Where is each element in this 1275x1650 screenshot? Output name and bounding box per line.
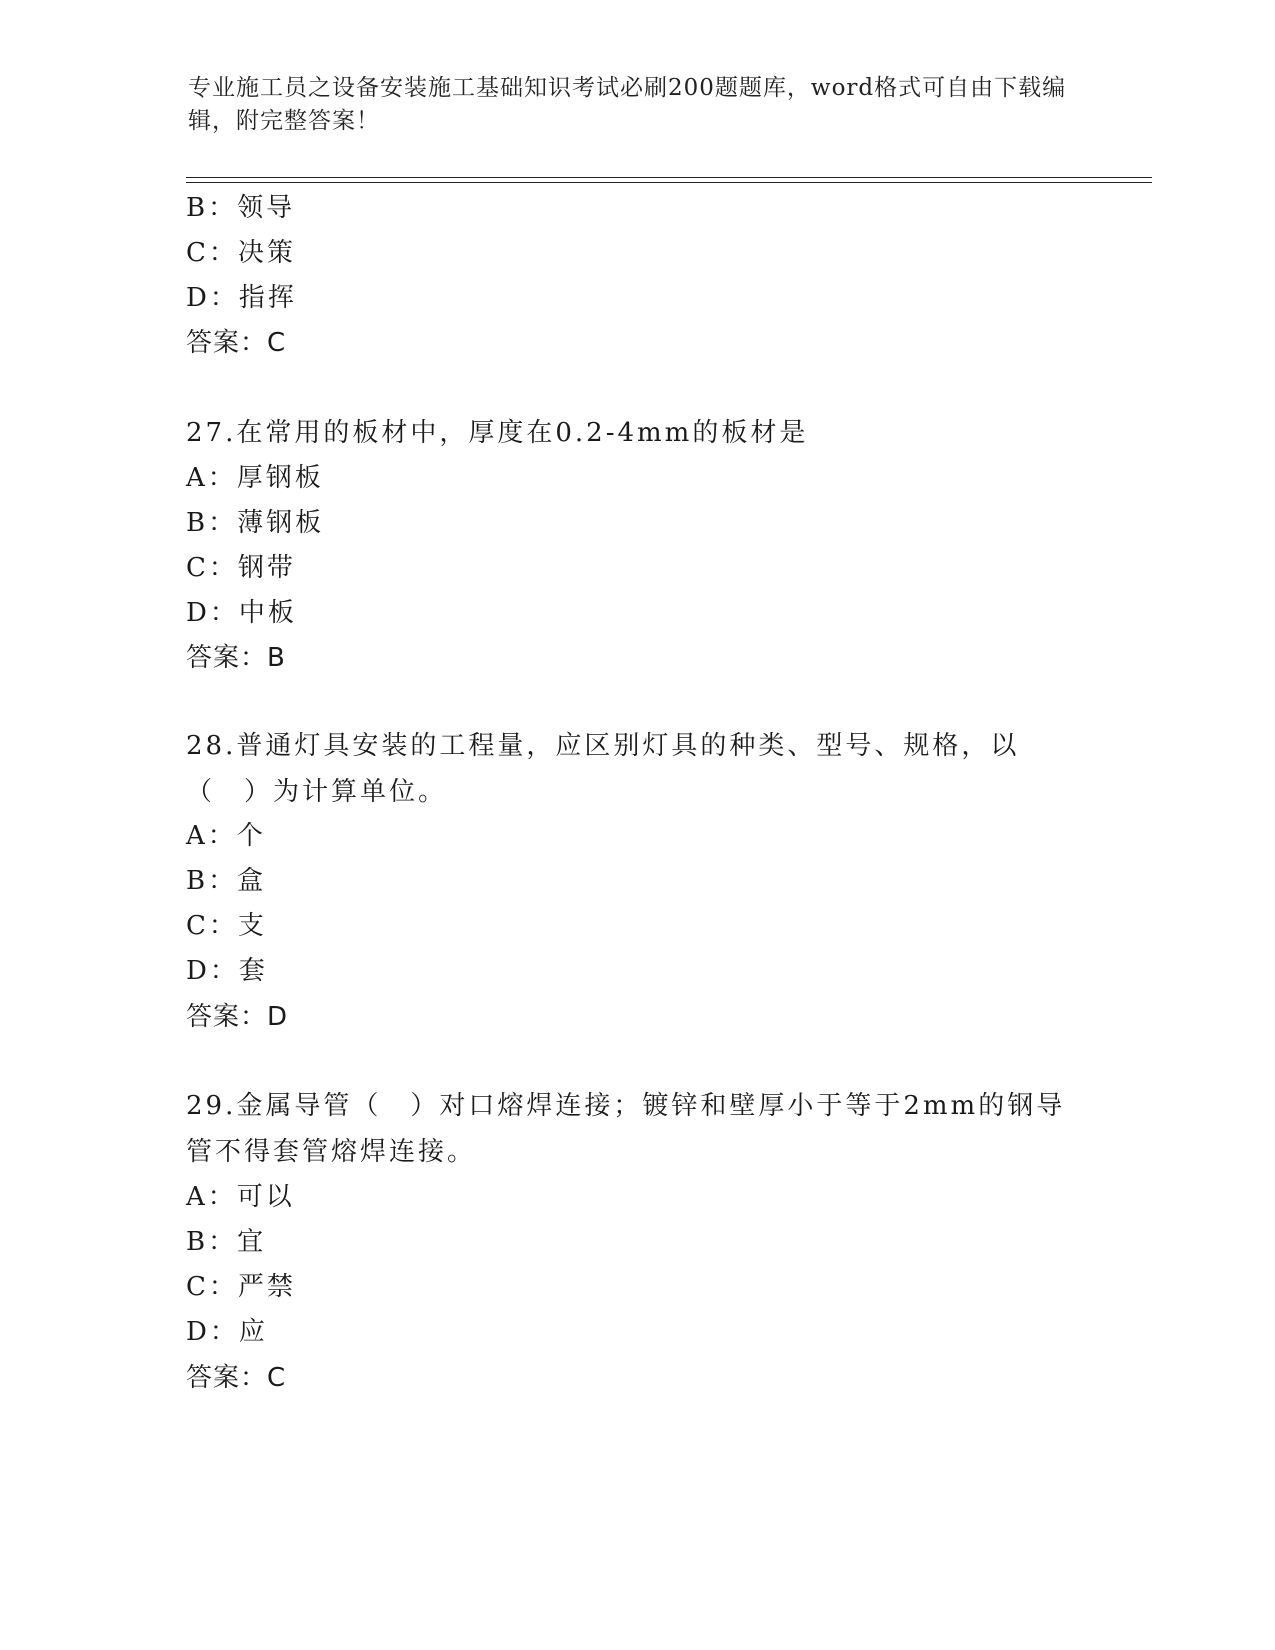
option-a: A：可以 xyxy=(186,1182,295,1212)
option-b: B：薄钢板 xyxy=(186,508,325,538)
option-d: D：套 xyxy=(186,956,268,986)
question-stem: 29.金属导管（ ）对口熔焊连接；镀锌和壁厚小于等于2mm的钢导管不得套管熔焊连接。 xyxy=(186,1091,1066,1167)
option-a: A：厚钢板 xyxy=(186,463,324,493)
question-stem: 28.普通灯具安装的工程量，应区别灯具的种类、型号、规格，以（ ）为计算单位。 xyxy=(186,731,1020,807)
document-header: 专业施工员之设备安装施工基础知识考试必刷200题题库，word格式可自由下载编辑，附完整答案！ xyxy=(188,75,1067,134)
answer-line: 答案：C xyxy=(186,1363,287,1393)
option-a: A：个 xyxy=(186,821,266,851)
option-c: C：严禁 xyxy=(186,1272,296,1302)
option-b: B：盒 xyxy=(186,866,267,896)
answer-line: 答案：B xyxy=(186,643,286,673)
option-d: D：指挥 xyxy=(186,283,297,313)
header-divider xyxy=(186,177,1152,178)
option-b: B：宜 xyxy=(186,1227,267,1257)
option-d: D：中板 xyxy=(186,598,297,628)
option-c: C：决策 xyxy=(186,238,296,268)
option-d: D：应 xyxy=(186,1317,268,1347)
option-b: B：领导 xyxy=(186,193,296,223)
option-c: C：支 xyxy=(186,911,267,941)
answer-line: 答案：D xyxy=(186,1002,289,1032)
question-stem: 27.在常用的板材中，厚度在0.2-4mm的板材是 xyxy=(186,418,809,448)
option-c: C：钢带 xyxy=(186,553,296,583)
header-divider-secondary xyxy=(186,182,1152,183)
answer-line: 答案：C xyxy=(186,328,287,358)
